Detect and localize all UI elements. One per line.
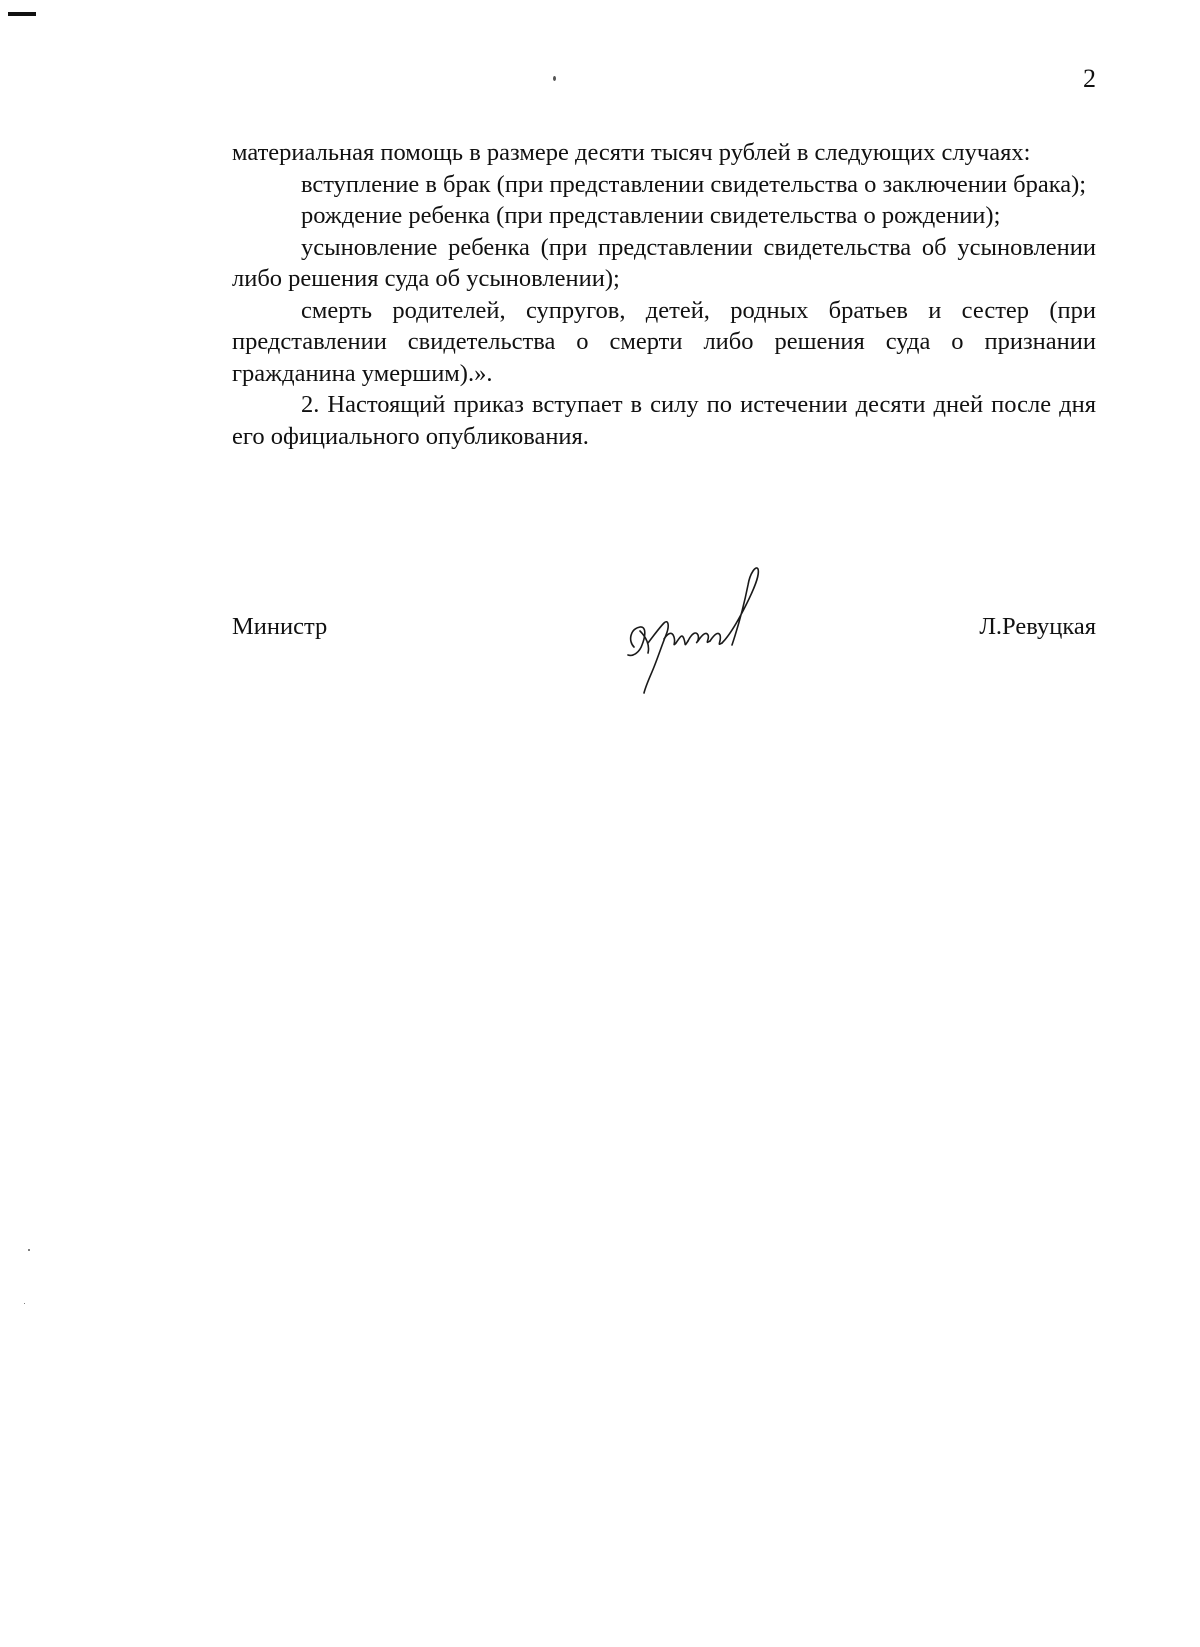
- body-text: [232, 137, 1096, 452]
- position-title: Министр: [232, 613, 328, 640]
- paragraph-intro: материальная помощь в размере десяти тысяч рублей в следующих случаях:: [232, 139, 1031, 166]
- list-item-adoption: усыновление ребенка (при представлении свидетельства об усыновлении либо решения суда об усыновлении);: [232, 233, 1096, 292]
- signer-name: Л.Ревуцкая: [979, 613, 1096, 640]
- scan-speck: [24, 1303, 25, 1304]
- scan-corner-mark: [8, 12, 36, 16]
- list-item-marriage: вступление в брак (при представлении свидетельства о заключении брака);: [301, 170, 1087, 198]
- scan-speck: [28, 1249, 30, 1251]
- paragraph-effective-date: 2. Настоящий приказ вступает в силу по истечении десяти дней после дня его официального опубликования.: [232, 391, 1096, 450]
- list-item-death: смерть родителей, супругов, детей, родных братьев и сестер (при представлении свидетельства о смерти либо решения суда о признании гражданина умершим).».: [232, 296, 1096, 387]
- list-item-birth: рождение ребенка (при представлении свидетельства о рождении);: [301, 202, 1001, 229]
- page-number: 2: [1083, 64, 1096, 93]
- handwritten-signature: [620, 565, 790, 695]
- scan-speck: [553, 76, 556, 81]
